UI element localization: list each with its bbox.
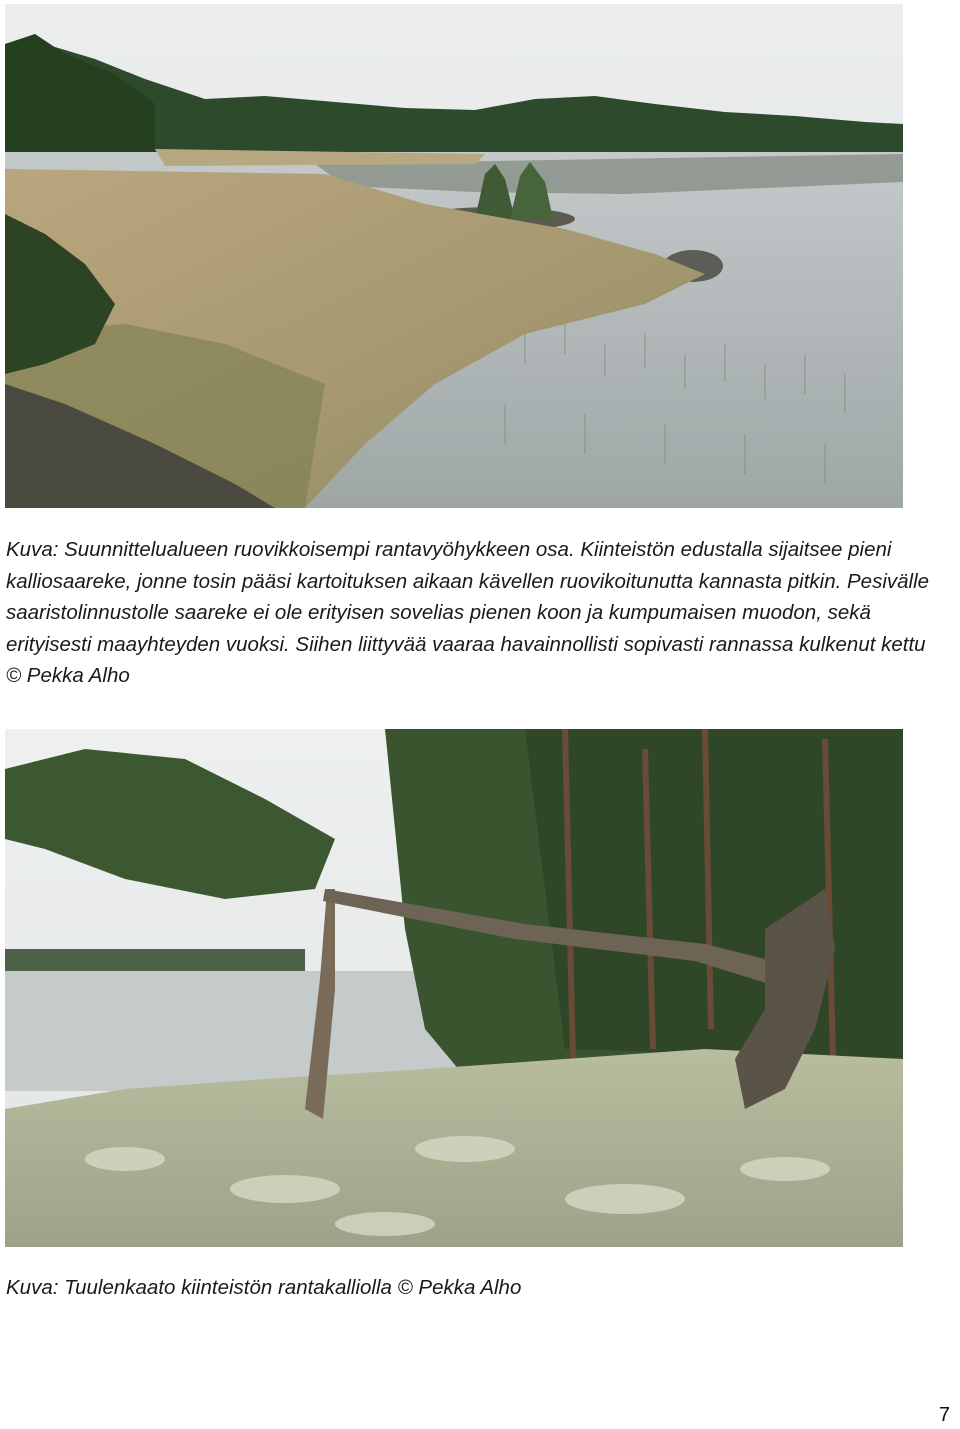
figure-2-caption: Kuva: Tuulenkaato kiinteistön rantakalliolla © Pekka Alho xyxy=(6,1276,522,1299)
reed-shoreline-image xyxy=(5,4,903,508)
photo-windfallen-pine xyxy=(5,729,903,1247)
figure-1-caption: Kuva: Suunnittelualueen ruovikkoisempi rantavyöhykkeen osa. Kiinteistön edustalla sijaitsee pieni kalliosaareke, jonne tosin pääsi kartoituksen aikaan kävellen ruovikoitunutta kannasta pitkin. Pesivälle saaristolinnustolle saareke ei ole erityisen sovelias pienen koon ja kumpumaisen muodon, sekä erityisesti maayhteyden vuoksi. Siihen liittyvää vaaraa havainnollisti sopivasti rannassa kulkenut kettu © Pekka Alho xyxy=(6,538,930,687)
photo-reed-shoreline xyxy=(5,4,903,508)
windfallen-pine-image xyxy=(5,729,903,1247)
page-number: 7 xyxy=(938,1404,950,1426)
